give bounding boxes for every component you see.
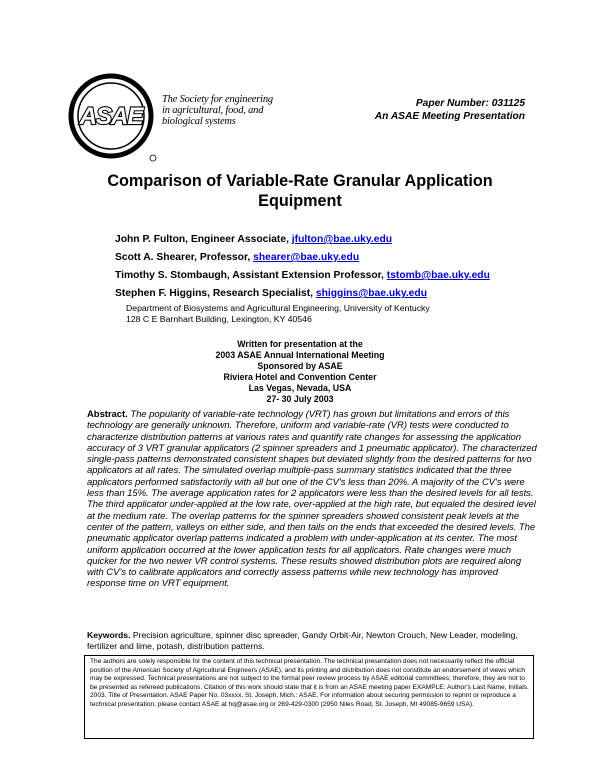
author-line: Stephen F. Higgins, Research Specialist, shiggins@bae.uky.edu bbox=[115, 288, 427, 299]
affiliation: Department of Biosystems and Agricultural Engineering, University of Kentucky 128 C E Barnhart Building, Lexington, KY 40546 bbox=[126, 303, 430, 324]
paper-identifier bbox=[375, 98, 525, 123]
abstract-text: The popularity of variable-rate technology (VRT) has grown but limitations and errors of this technology are generally unknown. Therefore, uniform and variable-rate (VR) tests were conducted to characterize distribution patterns at various rates and quantify rate changes for assessing the application accuracy of 3 VRT granular applicators (2 spinner spreaders and 1 pneumatic applicator). The characterized single-pass patterns demonstrated consistent shapes but deviated slightly from the desired patterns for two applicators at all rates. The simulated overlap multiple-pass summary statistics indicated that the three applicators performed satisfactorily with all but one of the CV’s less than 20%. A majority of the CV’s were less than 15%. The average application rates for 2 applicators were less than the desired levels for all tests. The third applicator under-applied at the low rate, over-applied at the high rate, but equaled the desired level at the medium rate. The overlap patterns for the spinner spreaders showed consistent peak levels at the center of the pattern, valleys on either side, and then tails on the ends that exceeded the desired levels. The pneumatic applicator overlap patterns indicated a problem with under-application at its center. The most uniform application occurred at the lower application tests for all applicators. Rate changes were much quicker for the two newer VR control systems. These results showed distribution plots are required along with CV’s to calibrate applicators and correctly assess patterns while new technology has improved response time on VRT equipment. bbox=[87, 409, 537, 590]
paper-number: Paper Number: 031125 bbox=[415, 98, 525, 109]
keywords-label: Keywords. bbox=[87, 630, 131, 640]
paper-type: An ASAE Meeting Presentation bbox=[374, 110, 525, 122]
abstract-label: Abstract. bbox=[87, 409, 128, 420]
author-line: Scott A. Shearer, Professor, shearer@bae.uky.edu bbox=[115, 252, 360, 263]
abstract bbox=[87, 409, 537, 590]
paper-title: Comparison of Variable-Rate Granular Application Equipment bbox=[107, 172, 493, 210]
society-tagline: The Society for engineering in agricultural, food, and biological systems bbox=[162, 94, 273, 127]
logo-letters: ASAE bbox=[79, 103, 143, 130]
author-line: John P. Fulton, Engineer Associate, jfulton@bae.uky.edu bbox=[115, 234, 393, 245]
author-list bbox=[115, 233, 490, 305]
author-email-link[interactable]: tstomb@bae.uky.edu bbox=[386, 270, 490, 281]
disclaimer-box: The authors are solely responsible for the content of this technical presentation. The technical presentation does not necessarily reflect the official position of the American Society of Agricultural Engineers (ASAE), and its printing and distribution does not constitute an endorsement of views which may be expressed. Technical presentations are not subject to the formal peer review process by ASAE editorial committees; therefore, they are not to be presented as refereed publications. Citation of this work should state that it is from an ASAE meeting paper EXAMPLE: Author's Last Name, Initials. 2003. Title of Presentation. ASAE Paper No. 03xxxx. St. Joseph, Mich.: ASAE. For information about securing permission to reprint or reproduce a technical presentation, please contact ASAE at hq@asae.org or 269-429-0300 (2950 Niles Road, St. Joseph, MI 49085-9659 USA). bbox=[84, 655, 534, 739]
keywords bbox=[87, 630, 537, 652]
asae-logo bbox=[66, 72, 158, 164]
author-email-link[interactable]: jfulton@bae.uky.edu bbox=[291, 234, 393, 245]
author-email-link[interactable]: shearer@bae.uky.edu bbox=[253, 252, 360, 263]
author-line: Timothy S. Stombaugh, Assistant Extension Professor, tstomb@bae.uky.edu bbox=[115, 270, 490, 281]
author-email-link[interactable]: shiggins@bae.uky.edu bbox=[315, 288, 427, 299]
keywords-text: Precision agriculture, spinner disc spreader, Gandy Orbit-Air, Newton Crouch, New Leader, modeling, fertilizer and lime, potash, distribution patterns. bbox=[87, 630, 518, 652]
presentation-info: Written for presentation at the 2003 ASAE Annual International Meeting Sponsored by ASAE Riviera Hotel and Convention Center Las Vegas, Nevada, USA 27- 30 July 2003 bbox=[215, 339, 385, 405]
